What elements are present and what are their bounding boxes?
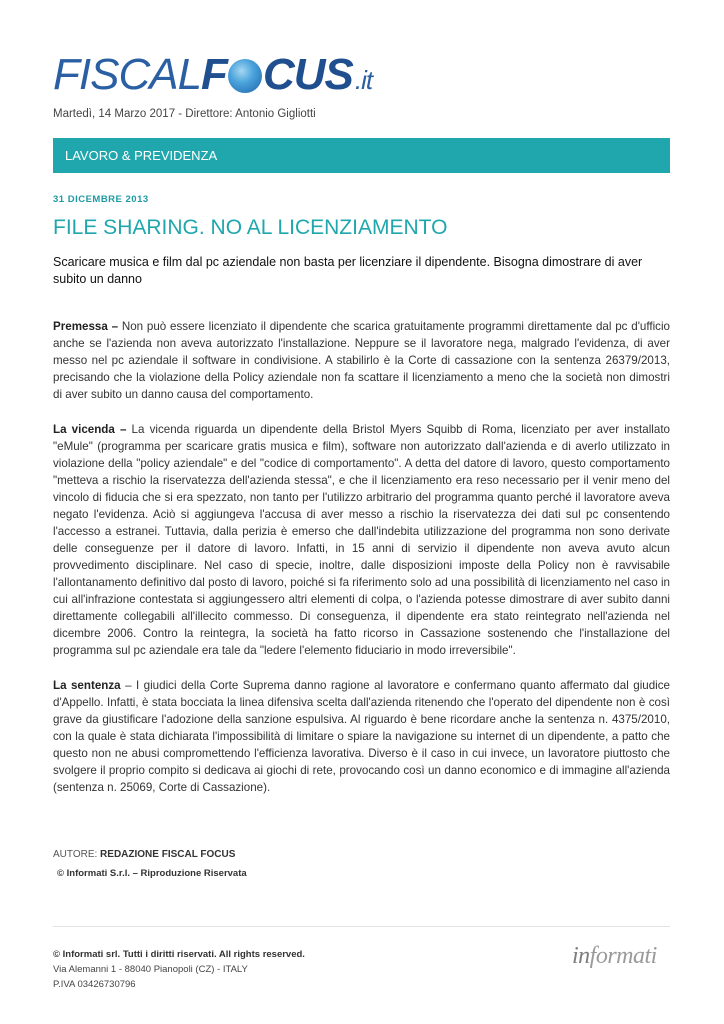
author-name: REDAZIONE FISCAL FOCUS xyxy=(100,849,236,860)
paragraph-text: La vicenda riguarda un dipendente della Bristol Myers Squibb di Roma, licenziato per aver installato "eMule" (programma per scaricare gratis musica e film), software non autorizzato dall'azienda e di averlo utilizzato in violazione della "policy aziendale" e del "codice di comportamento". A detta del datore di lavoro, questo comportamento "metteva a rischio la riservatezza dell'azienda stessa", e che il licenziamento era reso necessario per il venir meno del vincolo di fiducia che si era spezzato, non tanto per l'utilizzo arbitrario del programma quanto perché il lavoratore aveva negato l'evidenza. Aciò si aggiungeva l'accusa di aver messo a rischio la riservatezza dei dati sul pc consentendo l'accesso a estranei. Tuttavia, dalla perizia è emerso che dall'indebita utilizzazione del programma non sono derivate delle conseguenze per il datore di lavoro. Infatti, in 15 anni di servizio il dipendente non aveva avuto alcun provvedimento disciplinare. Nel caso di specie, inoltre, dalle disposizioni imposte della Policy non è ravvisabile l'allontanamento definitivo dal posto di lavoro, poiché si fa riferimento solo ad una possibilità di licenziamento nel caso in cui all'infrazione contestata si aggiungessero altri elementi di colpa, o l'azienda potesse dimostrare di aver subito danni direttamente collegabili all'illecito commesso. Di conseguenza, il dipendente era stato reintegrato nell'azienda nel dicembre 2006. Contro la reintegra, la società ha fatto ricorso in Cassazione sostenendo che l'installazione del programma sul pc aziendale era tale da "ledere l'elemento fiduciario in modo irreversibile". xyxy=(53,423,670,657)
logo-in: in xyxy=(572,943,590,969)
paragraph-sentenza xyxy=(53,677,670,796)
logo-word-fiscal: FISCAL xyxy=(53,50,202,99)
logo-word-focus xyxy=(201,50,353,100)
paragraph-vicenda xyxy=(53,421,670,659)
footer-divider xyxy=(53,926,670,927)
paragraph-lead: La vicenda – xyxy=(53,423,127,436)
article-title: FILE SHARING. NO AL LICENZIAMENTO xyxy=(53,216,448,239)
paragraph-lead: La sentenza xyxy=(53,679,121,692)
globe-icon xyxy=(228,59,262,93)
paragraph-text: Non può essere licenziato il dipendente che scarica gratuitamente programmi direttamente dal pc d'ufficio anche se l'azienda non aveva autorizzato l'installazione. Neppure se il lavoratore nega, malgrado l'evidenza, di aver messo nel pc aziendale il software in condivisione. A stabilirlo è la Corte di cassazione con la sentenza 26379/2013, precisando che la violazione della Policy aziendale non fa scattare il licenziamento a meno che la società non dimostri di aver subito un danno causa del comportamento. xyxy=(53,320,671,401)
informati-logo[interactable] xyxy=(572,943,657,970)
logo-letter-f: F xyxy=(201,50,227,99)
paragraph-lead: Premessa – xyxy=(53,320,119,333)
article-copyright: © Informati S.r.l. – Riproduzione Riservata xyxy=(57,868,247,879)
author-label: AUTORE: xyxy=(53,849,101,860)
category-banner: LAVORO & PREVIDENZA xyxy=(53,138,670,173)
logo-domain: .it xyxy=(354,65,373,95)
article-date: 31 DICEMBRE 2013 xyxy=(53,194,149,205)
logo-letters-cus: CUS xyxy=(262,50,353,99)
logo-formati: formati xyxy=(589,943,657,969)
footer-vat: P.IVA 03426730796 xyxy=(53,979,136,990)
footer-rights: © Informati srl. Tutti i diritti riservati. All rights reserved. xyxy=(53,949,305,960)
fiscalfocus-logo[interactable] xyxy=(53,50,372,98)
page-footer xyxy=(53,947,305,992)
article-subtitle: Scaricare musica e film dal pc aziendale non basta per licenziare il dipendente. Bisogna dimostrare di aver subito un danno xyxy=(53,255,643,286)
paragraph-premessa xyxy=(53,318,670,403)
article-author xyxy=(53,849,235,860)
article-body xyxy=(53,318,670,814)
issue-date-director: Martedì, 14 Marzo 2017 - Direttore: Antonio Gigliotti xyxy=(53,108,316,120)
footer-address: Via Alemanni 1 - 88040 Pianopoli (CZ) - ITALY xyxy=(53,964,248,975)
paragraph-text: – I giudici della Corte Suprema danno ragione al lavoratore e confermano quanto affermato dal giudice d'Appello. Infatti, è stata bocciata la linea difensiva scelta dall'azienda ritenendo che l'operato del dipendente non è così grave da giustificare l'adozione della sanzione espulsiva. Al riguardo è bene ricordare anche la sentenza n. 4375/2010, con la quale è stata dichiarata l'impossibilità di limitare o spiare la navigazione su internet di un dipendente, a patto che questo non ne abusi compromettendo l'efficienza lavorativa. Diverso è il caso in cui invece, un lavoratore piuttosto che svolgere il proprio compito si dedicava ai giochi di rete, provocando così un danno economico e di immagine all'azienda (sentenza n. 25069, Corte di Cassazione). xyxy=(53,679,670,794)
